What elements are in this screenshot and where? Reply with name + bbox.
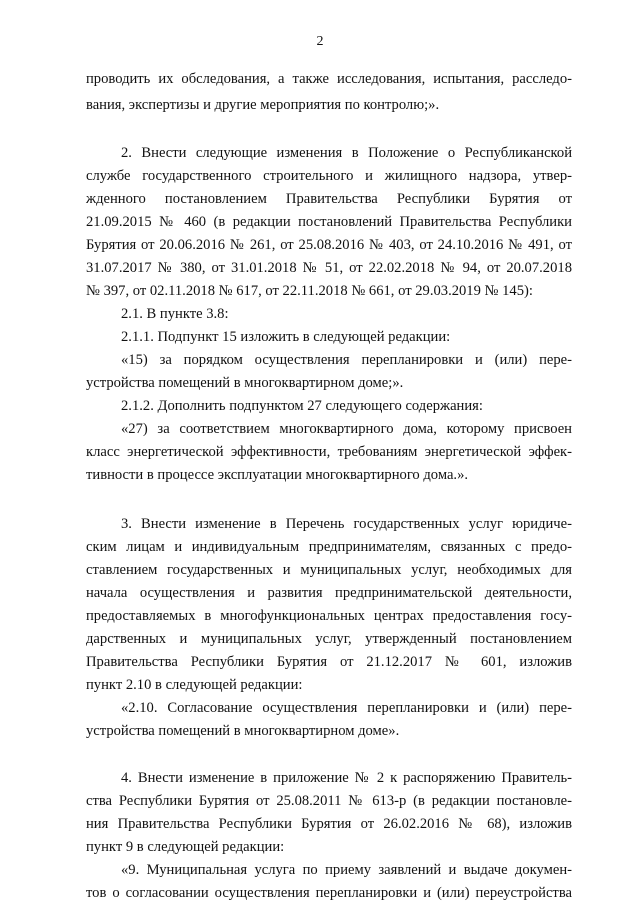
text-line: жденного постановлением Правительства Республики Бурятия от	[86, 191, 572, 207]
text-line: пункт 9 в следующей редакции:	[86, 839, 285, 855]
text-line: «2.10. Согласование осуществления перепланировки и (или) пере-	[121, 700, 572, 716]
text-line: «27) за соответствием многоквартирного дома, которому присвоен	[121, 421, 572, 437]
text-line: вания, экспертизы и другие мероприятия по контролю;».	[86, 97, 440, 113]
text-line: устройства помещений в многоквартирном доме».	[86, 723, 400, 739]
text-line: дарственных и муниципальных услуг, утвержденный постановлением	[86, 631, 572, 647]
text-line: Правительства Республики Бурятия от 21.12.2017 № 601, изложив	[86, 654, 572, 670]
text-line: № 397, от 02.11.2018 № 617, от 22.11.2018 № 661, от 29.03.2019 № 145):	[86, 283, 533, 299]
text-line: 4. Внести изменение в приложение № 2 к распоряжению Правитель-	[121, 770, 572, 786]
text-line: «15) за порядком осуществления перепланировки и (или) пере-	[121, 352, 572, 368]
text-line: устройства помещений в многоквартирном доме;».	[86, 375, 404, 391]
text-line: 2. Внести следующие изменения в Положение о Республиканской	[121, 145, 572, 161]
text-line: 2.1.2. Дополнить подпунктом 27 следующего содержания:	[121, 398, 483, 414]
text-line: 2.1. В пункте 3.8:	[121, 306, 229, 322]
page-number: 2	[316, 34, 324, 49]
text-line: ства Республики Бурятия от 25.08.2011 № 613-р (в редакции постановле-	[86, 793, 572, 809]
text-line: пункт 2.10 в следующей редакции:	[86, 677, 303, 693]
text-line: проводить их обследования, а также исследования, испытания, расследо-	[86, 71, 572, 87]
text-line: тивности в процессе эксплуатации многоквартирного дома.».	[86, 467, 469, 483]
text-line: ния Правительства Республики Бурятия от 26.02.2016 № 68), изложив	[86, 816, 572, 832]
text-line: Бурятия от 20.06.2016 № 261, от 25.08.2016 № 403, от 24.10.2016 № 491, от	[86, 237, 572, 253]
text-line: 2.1.1. Подпункт 15 изложить в следующей редакции:	[121, 329, 451, 345]
text-line: 21.09.2015 № 460 (в редакции постановлений Правительства Республики	[86, 214, 572, 230]
text-line: ставлением государственных и муниципальных услуг, необходимых для	[86, 562, 572, 578]
text-line: 31.07.2017 № 380, от 31.01.2018 № 51, от 22.02.2018 № 94, от 20.07.2018	[86, 260, 572, 276]
text-line: начала осуществления и развития предпринимательской деятельности,	[86, 585, 572, 601]
text-line: тов о согласовании осуществления перепланировки и (или) переустройства	[86, 885, 572, 901]
text-line: предоставляемых в многофункциональных центрах предоставления госу-	[86, 608, 572, 624]
text-line: службе государственного строительного и жилищного надзора, утвер-	[86, 168, 572, 184]
text-line: класс энергетической эффективности, требованиям энергетической эффек-	[86, 444, 572, 460]
text-line: «9. Муниципальная услуга по приему заявлений и выдаче докумен-	[121, 862, 572, 878]
text-line: 3. Внести изменение в Перечень государственных услуг юридиче-	[121, 516, 572, 532]
text-line: ским лицам и индивидуальным предпринимателям, связанных с предо-	[86, 539, 572, 555]
